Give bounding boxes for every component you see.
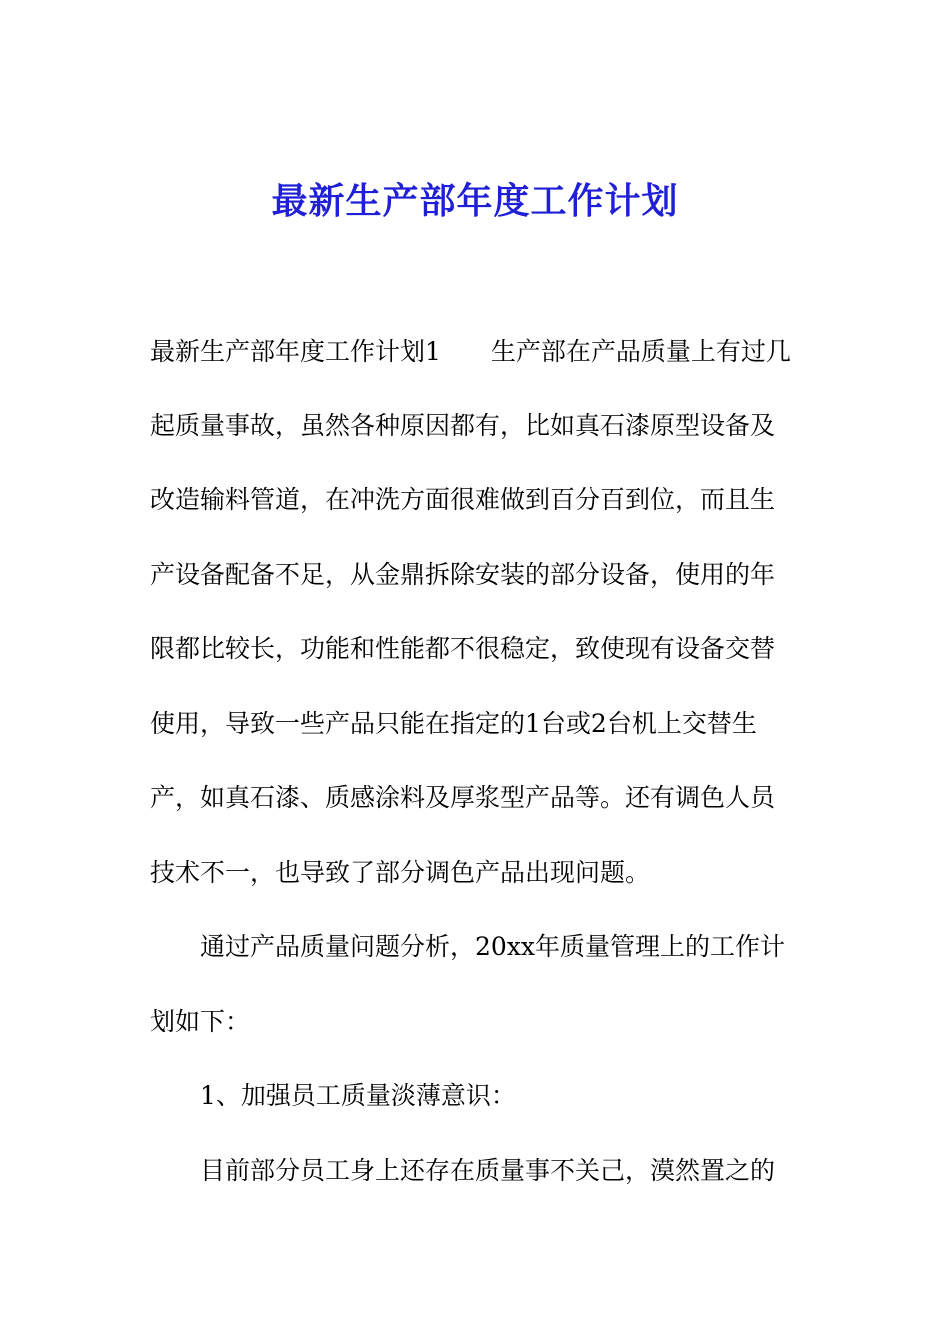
body-line-12: 目前部分员工身上还存在质量事不关己，漠然置之的 — [200, 1156, 776, 1185]
document-title: 最新生产部年度工作计划 — [271, 180, 679, 222]
body-line-1: 最新生产部年度工作计划1 生产部在产品质量上有过几 — [150, 337, 791, 366]
body-line-3: 改造输料管道，在冲洗方面很难做到百分百到位，而且生 — [150, 485, 776, 514]
body-line-9: 通过产品质量问题分析，20xx年质量管理上的工作计 — [200, 932, 786, 961]
body-line-10: 划如下： — [150, 1007, 251, 1036]
section-heading-1: 1、加强员工质量淡薄意识： — [200, 1081, 516, 1110]
body-line-8: 技术不一，也导致了部分调色产品出现问题。 — [150, 858, 651, 887]
body-line-4: 产设备配备不足，从金鼎拆除安装的部分设备，使用的年 — [150, 560, 776, 589]
body-line-7: 产，如真石漆、质感涂料及厚浆型产品等。还有调色人员 — [150, 783, 776, 812]
body-line-2: 起质量事故，虽然各种原因都有，比如真石漆原型设备及 — [150, 411, 776, 440]
body-line-6: 使用，导致一些产品只能在指定的1台或2台机上交替生 — [150, 709, 757, 738]
body-line-5: 限都比较长，功能和性能都不很稳定，致使现有设备交替 — [150, 634, 776, 663]
